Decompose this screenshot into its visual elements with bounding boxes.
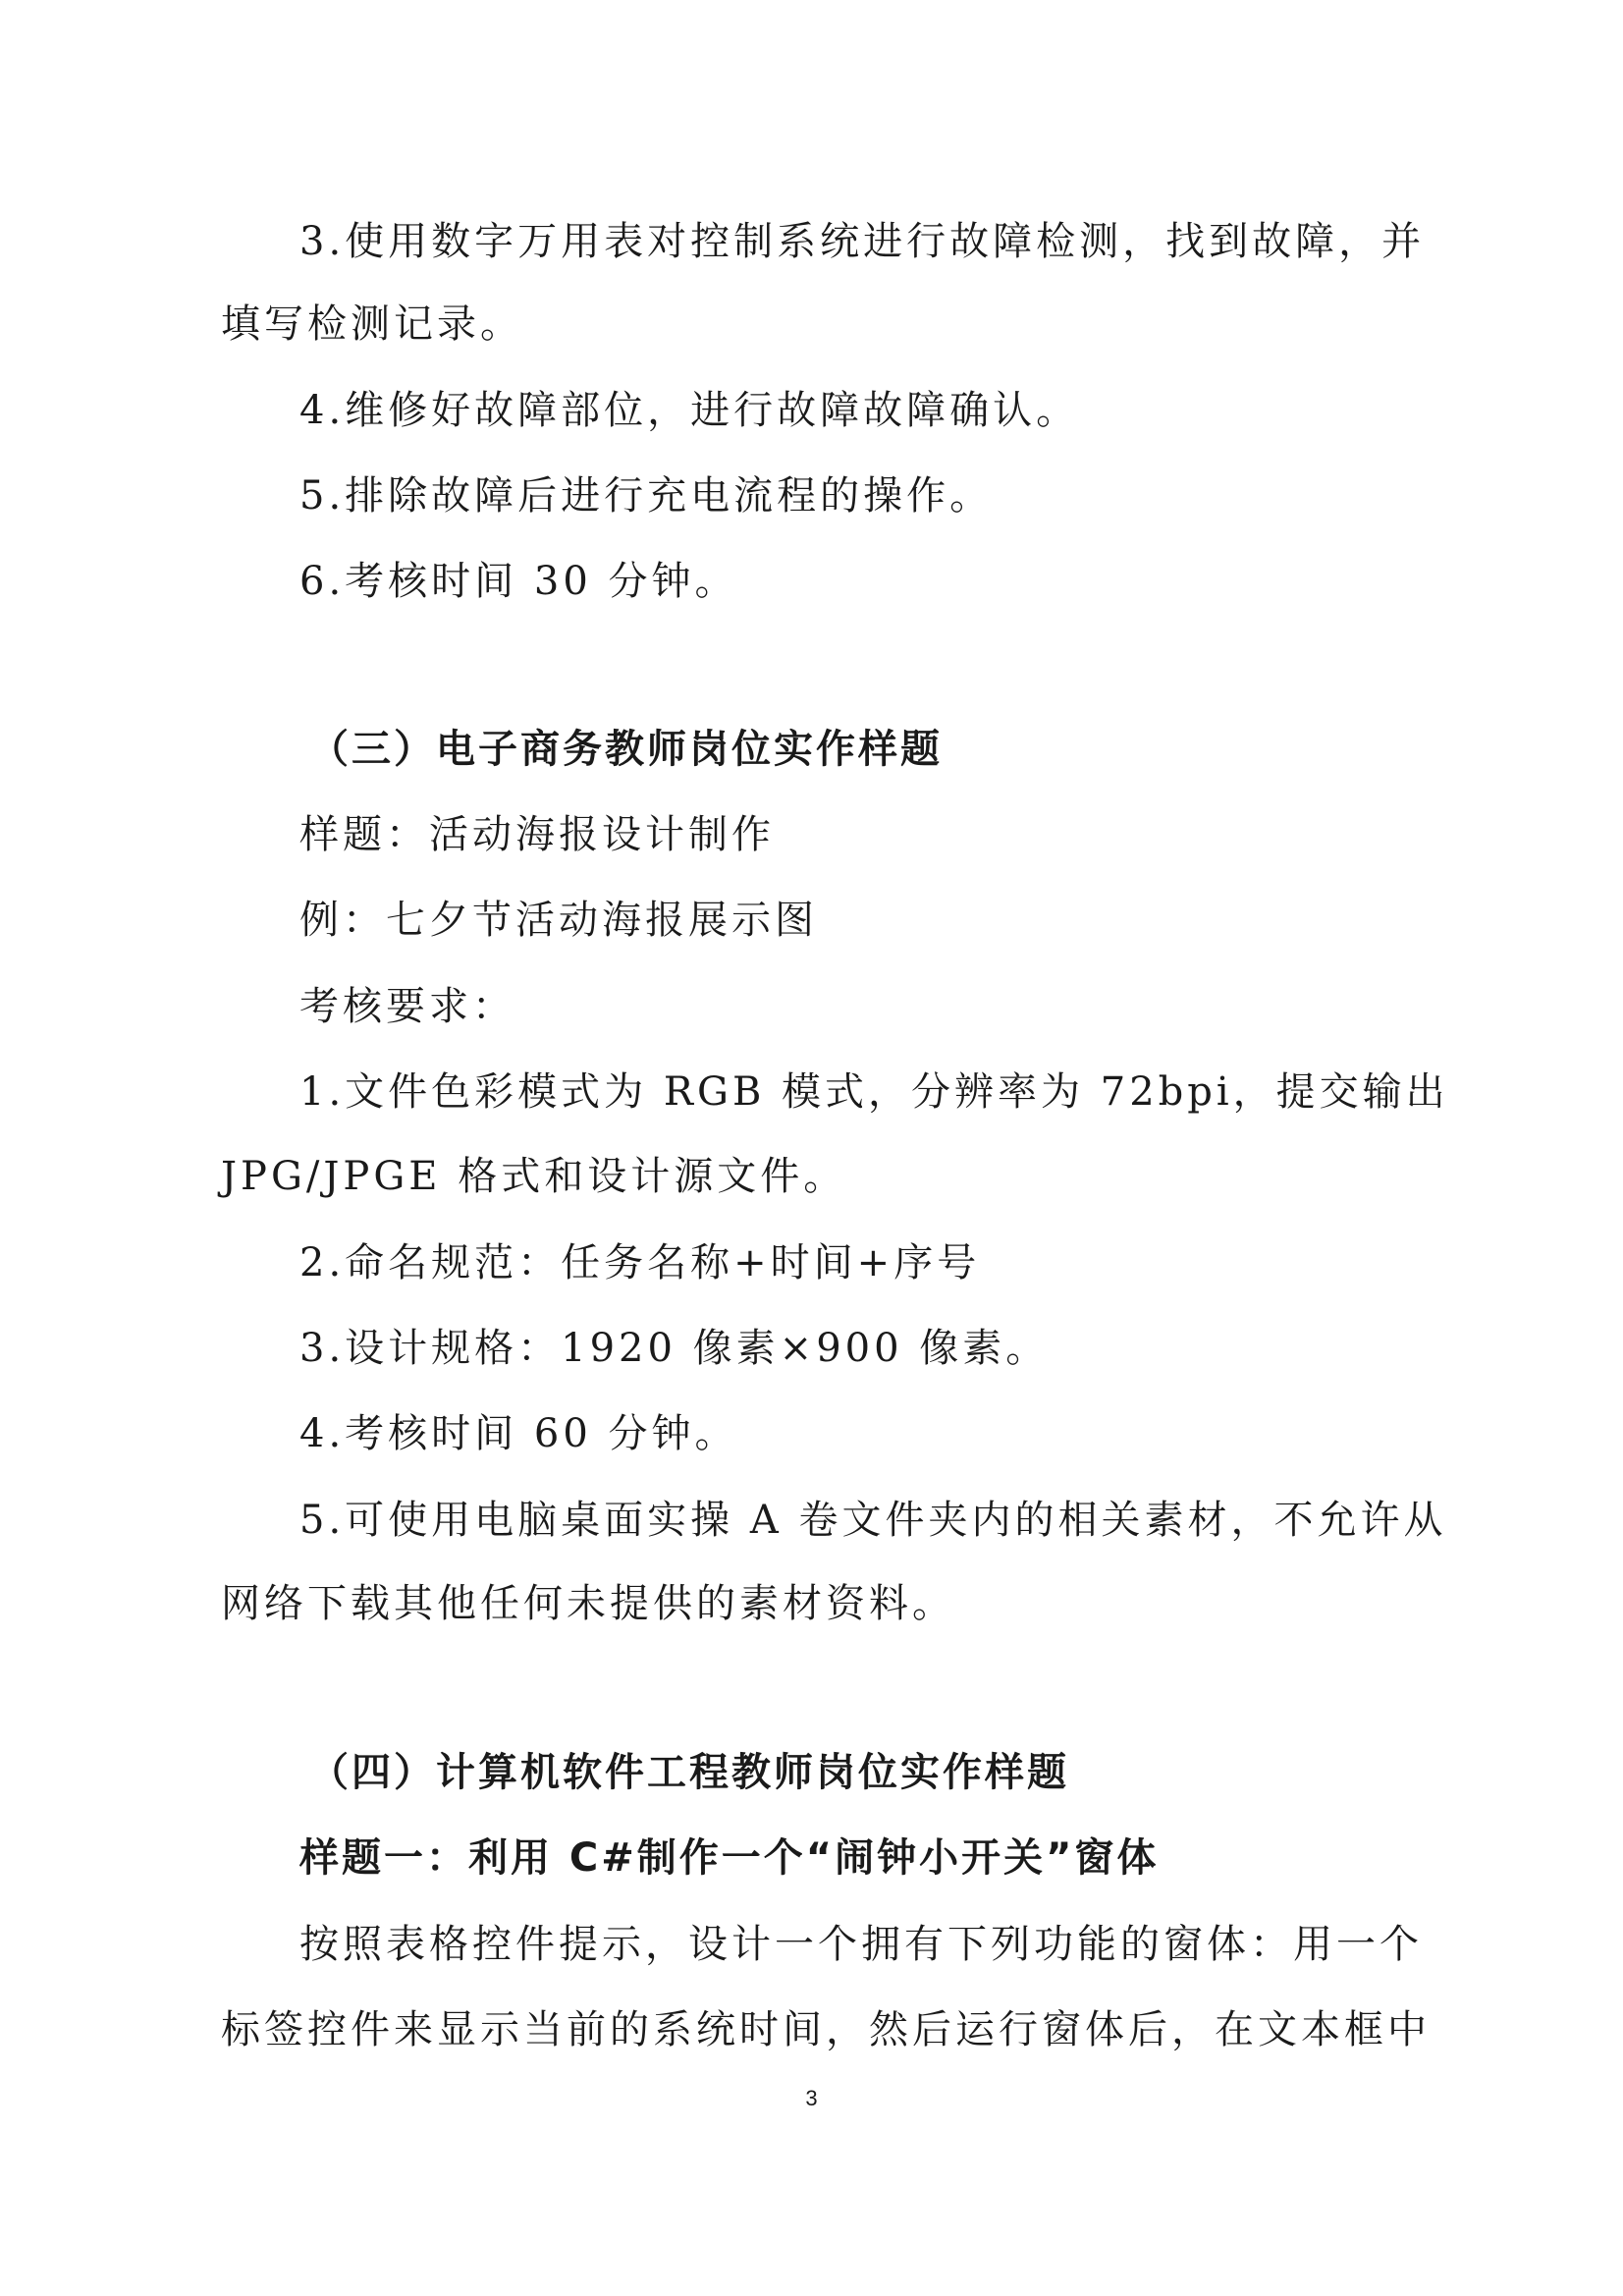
paragraph-line: 网络下载其他任何未提供的素材资料。 — [221, 1581, 955, 1626]
page-number: 3 — [805, 2086, 818, 2110]
paragraph-line: 按照表格控件提示，设计一个拥有下列功能的窗体：用一个 — [299, 1922, 1423, 1967]
sample-title: 样题一：利用 C#制作一个“闹钟小开关”窗体 — [299, 1835, 1160, 1881]
paragraph-line: 3.设计规格：1920 像素×900 像素。 — [299, 1326, 1050, 1371]
paragraph-line: 3.使用数字万用表对控制系统进行故障检测，找到故障，并 — [299, 219, 1426, 264]
paragraph-line: 6.考核时间 30 分钟。 — [299, 559, 738, 604]
paragraph-line: 4.维修好故障部位，进行故障故障确认。 — [299, 388, 1080, 433]
paragraph-line: 2.命名规范：任务名称+时间+序号 — [299, 1240, 981, 1285]
paragraph-line: 样题：活动海报设计制作 — [299, 812, 775, 857]
paragraph-line: 5.排除故障后进行充电流程的操作。 — [299, 473, 994, 519]
section-heading: （三）电子商务教师岗位实作样题 — [309, 727, 943, 772]
paragraph-line: 4.考核时间 60 分钟。 — [299, 1411, 738, 1456]
section-heading: （四）计算机软件工程教师岗位实作样题 — [309, 1750, 1069, 1795]
paragraph-line: 1.文件色彩模式为 RGB 模式，分辨率为 72bpi，提交输出 — [299, 1069, 1449, 1115]
paragraph-line: 标签控件来显示当前的系统时间，然后运行窗体后，在文本框中 — [221, 2007, 1431, 2052]
paragraph-line: 考核要求： — [299, 984, 515, 1029]
paragraph-line: 例：七夕节活动海报展示图 — [299, 898, 818, 943]
paragraph-line: 5.可使用电脑桌面实操 A 卷文件夹内的相关素材，不允许从 — [299, 1498, 1447, 1543]
paragraph-line: JPG/JPGE 格式和设计源文件。 — [221, 1154, 847, 1199]
paragraph-line: 填写检测记录。 — [221, 301, 523, 347]
